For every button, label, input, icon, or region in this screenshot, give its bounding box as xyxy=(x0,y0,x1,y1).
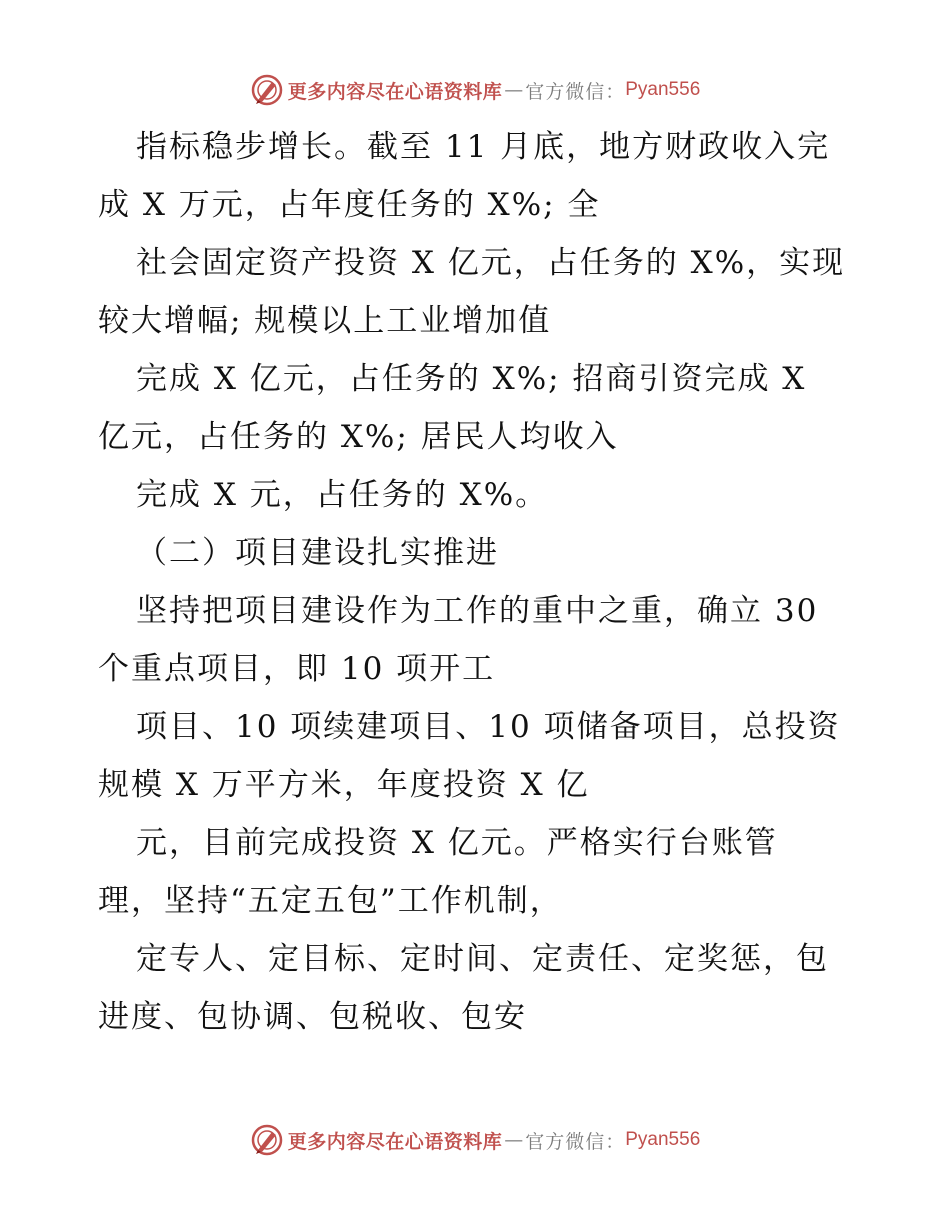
text-line: 个重点项目，即 10 项开工 xyxy=(98,651,496,687)
banner-dash: — xyxy=(504,79,524,101)
pen-logo-icon xyxy=(250,73,284,107)
banner-wechat-label: 官方微信： xyxy=(525,1130,626,1153)
banner-wechat-id: Pyan556 xyxy=(625,1129,701,1150)
text-line: 规模 X 万平方米，年度投资 X 亿 xyxy=(98,767,590,803)
banner-site-name: 更多内容尽在心语资料库 xyxy=(287,80,503,103)
text-line: 较大增幅; 规模以上工业增加值 xyxy=(98,303,552,339)
text-line: 成 X 万元，占年度任务的 X%; 全 xyxy=(98,187,601,223)
pen-logo-icon xyxy=(250,1123,284,1157)
banner-dash: — xyxy=(504,1129,524,1151)
section-heading: （二）项目建设扎实推进 xyxy=(136,535,499,571)
text-line: 定专人、定目标、定时间、定责任、定奖惩，包 xyxy=(136,941,829,977)
text-line: 进度、包协调、包税收、包安 xyxy=(98,999,527,1035)
footer-banner xyxy=(0,1120,950,1160)
banner-wechat-id: Pyan556 xyxy=(625,79,701,100)
text-line: 完成 X 亿元，占任务的 X%; 招商引资完成 X xyxy=(136,361,807,397)
banner-wechat-label: 官方微信： xyxy=(525,80,626,103)
text-line: 指标稳步增长。截至 11 月底，地方财政收入完 xyxy=(136,129,831,165)
header-banner xyxy=(0,70,950,110)
banner-site-name: 更多内容尽在心语资料库 xyxy=(287,1130,503,1153)
text-line: 社会固定资产投资 X 亿元，占任务的 X%，实现 xyxy=(136,245,846,281)
text-line: 亿元，占任务的 X%; 居民人均收入 xyxy=(98,419,619,455)
text-line: 理，坚持“五定五包”工作机制， xyxy=(98,883,563,919)
text-line: 完成 X 元，占任务的 X%。 xyxy=(136,477,549,513)
text-line: 元，目前完成投资 X 亿元。严格实行台账管 xyxy=(136,825,778,861)
text-line: 坚持把项目建设作为工作的重中之重，确立 30 xyxy=(136,593,819,629)
text-line: 项目、10 项续建项目、10 项储备项目，总投资 xyxy=(136,709,841,745)
